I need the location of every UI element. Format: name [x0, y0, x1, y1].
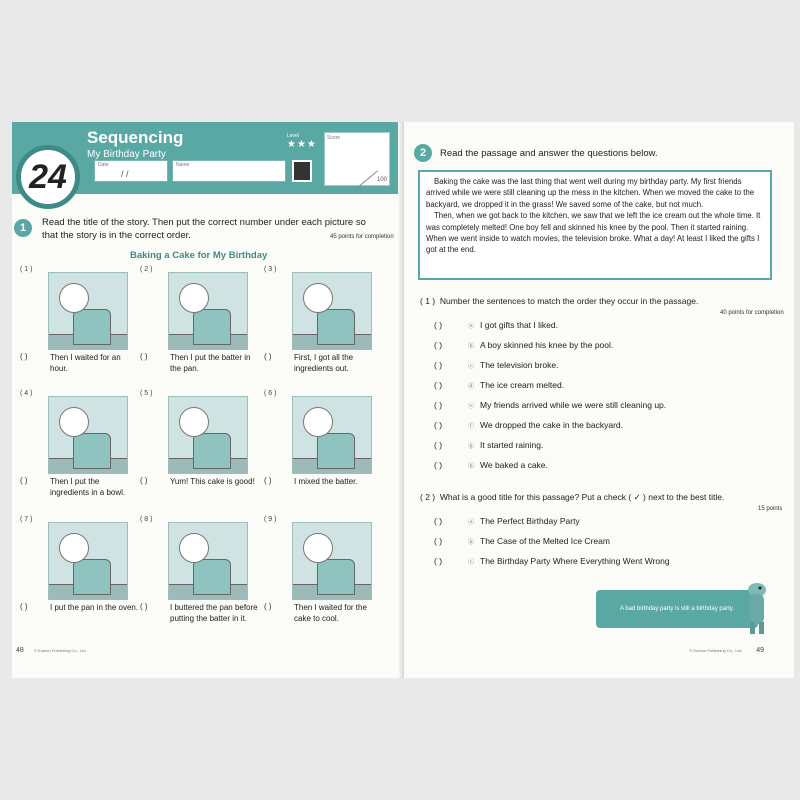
- item-letter: ⓑ: [468, 343, 475, 350]
- panel-number: ( 3 ): [264, 266, 277, 273]
- item-letter: ⓑ: [468, 539, 475, 546]
- panel-illustration: [292, 396, 372, 474]
- answer-row: [434, 458, 548, 472]
- answer-blank[interactable]: ( ): [20, 476, 28, 485]
- passage-paragraph-1: Baking the cake was the last thing that went well during my birthday party. My first friends arrived while we were still cleaning up the mess in the kitchen. When we moved the cake to the backyard, we dropped it in the grass! We saved some of the cake, but not much.: [426, 177, 755, 209]
- item-text: The Birthday Party Where Everything Went Wrong: [480, 556, 670, 566]
- panel-illustration: [168, 522, 248, 600]
- answer-row: [434, 438, 543, 452]
- panel-number: ( 5 ): [140, 390, 153, 397]
- item-letter: ⓗ: [468, 463, 475, 470]
- item-text: The television broke.: [480, 360, 559, 370]
- dinosaur-mascot-icon: [744, 580, 770, 636]
- level-label: Level: [287, 133, 299, 139]
- panel-caption: I buttered the pan before putting the batter in it.: [170, 603, 258, 623]
- answer-blank[interactable]: ( ): [434, 440, 443, 450]
- score-slash: [354, 170, 378, 190]
- panel-caption: Then I waited for the cake to cool.: [294, 603, 367, 623]
- panel-number: ( 4 ): [20, 390, 33, 397]
- page-number-left: 48: [16, 647, 24, 654]
- question-2: [420, 492, 724, 503]
- answer-blank[interactable]: ( ): [434, 360, 443, 370]
- page-number-right: 49: [756, 647, 764, 654]
- item-text: A boy skinned his knee by the pool.: [480, 340, 614, 350]
- answer-blank[interactable]: ( ): [20, 602, 28, 611]
- question-1: [420, 296, 698, 306]
- exercise-2-instruction: Read the passage and answer the questions below.: [440, 148, 658, 159]
- picture-panel: [264, 266, 384, 384]
- tip-banner: A bad birthday party is still a birthday party.: [596, 590, 758, 628]
- exercise-2-number: 2: [414, 144, 432, 162]
- left-page: [12, 122, 404, 678]
- item-text: We dropped the cake in the backyard.: [480, 420, 624, 430]
- unit-subtitle: My Birthday Party: [87, 149, 166, 160]
- score-max: 100: [376, 177, 387, 183]
- answer-blank[interactable]: ( ): [434, 556, 443, 566]
- panel-number: ( 1 ): [20, 266, 33, 273]
- answer-blank[interactable]: ( ): [140, 602, 148, 611]
- answer-blank[interactable]: ( ): [434, 340, 443, 350]
- panel-illustration: [168, 272, 248, 350]
- item-text: The Perfect Birthday Party: [480, 516, 580, 526]
- score-label: Score: [327, 135, 341, 141]
- panel-illustration: [48, 522, 128, 600]
- answer-blank[interactable]: ( ): [434, 380, 443, 390]
- panel-caption: Yum! This cake is good!: [170, 477, 255, 486]
- answer-row: [434, 534, 610, 548]
- panel-number: ( 2 ): [140, 266, 153, 273]
- exercise-1-number: 1: [14, 219, 32, 237]
- date-field[interactable]: [94, 160, 168, 182]
- answer-blank[interactable]: ( ): [434, 516, 443, 526]
- answer-blank[interactable]: ( ): [434, 460, 443, 470]
- item-letter: ⓕ: [468, 423, 475, 430]
- question-2-points: 15 points: [758, 506, 783, 512]
- question-2-label: ( 2 ): [420, 492, 436, 502]
- copyright-left: © Kumon Publishing Co., Ltd.: [34, 648, 87, 653]
- qr-code-icon: [292, 160, 312, 182]
- score-box: [324, 132, 390, 186]
- question-2-text: What is a good title for this passage? Put a check ( ✓ ) next to the best title.: [439, 492, 725, 502]
- answer-blank[interactable]: ( ): [434, 420, 443, 430]
- item-text: The ice cream melted.: [480, 380, 565, 390]
- item-letter: ⓒ: [468, 559, 475, 566]
- answer-row: [434, 338, 613, 352]
- unit-title: Sequencing: [87, 128, 184, 147]
- panel-caption: Then I put the ingredients in a bowl.: [50, 477, 126, 497]
- panel-number: ( 6 ): [264, 390, 277, 397]
- exercise-1-instruction: Read the title of the story. Then put the correct number under each picture so that the story is in the correct order.: [42, 217, 366, 241]
- answer-blank[interactable]: ( ): [434, 400, 443, 410]
- panel-illustration: [48, 396, 128, 474]
- panel-caption: First, I got all the ingredients out.: [294, 353, 354, 373]
- question-1-text: Number the sentences to match the order they occur in the passage.: [439, 296, 699, 306]
- answer-row: [434, 318, 558, 332]
- question-1-points: 40 points for completion: [720, 310, 784, 316]
- item-text: I got gifts that I liked.: [480, 320, 558, 330]
- item-text: My friends arrived while we were still cleaning up.: [480, 400, 667, 410]
- level-stars: ★★★: [287, 139, 317, 150]
- panel-illustration: [48, 272, 128, 350]
- story-title: Baking a Cake for My Birthday: [130, 250, 268, 261]
- picture-panel: [20, 516, 140, 634]
- unit-number: 24: [16, 145, 80, 209]
- panel-caption: Then I waited for an hour.: [50, 353, 121, 373]
- answer-row: [434, 398, 666, 412]
- name-label: Name: [176, 162, 190, 168]
- item-letter: ⓐ: [468, 323, 475, 330]
- answer-blank[interactable]: ( ): [140, 352, 148, 361]
- answer-blank[interactable]: ( ): [140, 476, 148, 485]
- answer-row: [434, 378, 564, 392]
- date-value: / /: [121, 169, 129, 179]
- panel-illustration: [292, 522, 372, 600]
- answer-blank[interactable]: ( ): [264, 602, 272, 611]
- panel-number: ( 8 ): [140, 516, 153, 523]
- panel-caption: Then I put the batter in the pan.: [170, 353, 251, 373]
- answer-row: [434, 554, 670, 568]
- passage-paragraph-2: Then, when we got back to the kitchen, we saw that we left the ice cream out the whole time. It was completely melted! One boy fell and skinned his knee by the pool. Then it started raining. When we went inside to watch movies, the television broke. What a day! At least I liked the gifts I got at the end.: [426, 211, 761, 255]
- item-letter: ⓐ: [468, 519, 475, 526]
- picture-panel: [140, 266, 260, 384]
- item-text: The Case of the Melted Ice Cream: [480, 536, 610, 546]
- panel-illustration: [292, 272, 372, 350]
- panel-number: ( 9 ): [264, 516, 277, 523]
- item-text: We baked a cake.: [480, 460, 548, 470]
- picture-panel: [140, 516, 260, 634]
- item-letter: ⓖ: [468, 443, 475, 450]
- panel-number: ( 7 ): [20, 516, 33, 523]
- item-letter: ⓓ: [468, 383, 475, 390]
- answer-blank[interactable]: ( ): [264, 352, 272, 361]
- picture-panel: [20, 390, 140, 508]
- panel-caption: I put the pan in the oven.: [50, 603, 139, 612]
- name-field[interactable]: [172, 160, 286, 182]
- right-page: [404, 122, 794, 678]
- picture-panel: [264, 390, 384, 508]
- exercise-1-points: 45 points for completion: [330, 234, 394, 240]
- answer-blank[interactable]: ( ): [434, 320, 443, 330]
- answer-blank[interactable]: ( ): [434, 536, 443, 546]
- reading-passage: [418, 170, 772, 280]
- panel-caption: I mixed the batter.: [294, 477, 358, 486]
- picture-panel: [140, 390, 260, 508]
- answer-blank[interactable]: ( ): [264, 476, 272, 485]
- item-letter: ⓒ: [468, 363, 475, 370]
- answer-row: [434, 418, 623, 432]
- item-text: It started raining.: [480, 440, 544, 450]
- picture-panel: [20, 266, 140, 384]
- panel-illustration: [168, 396, 248, 474]
- copyright-right: © Kumon Publishing Co., Ltd.: [689, 648, 742, 653]
- question-1-label: ( 1 ): [420, 296, 436, 306]
- item-letter: ⓔ: [468, 403, 475, 410]
- answer-row: [434, 358, 558, 372]
- picture-panel: [264, 516, 384, 634]
- answer-blank[interactable]: ( ): [20, 352, 28, 361]
- answer-row: [434, 514, 580, 528]
- date-label: Date: [98, 162, 109, 168]
